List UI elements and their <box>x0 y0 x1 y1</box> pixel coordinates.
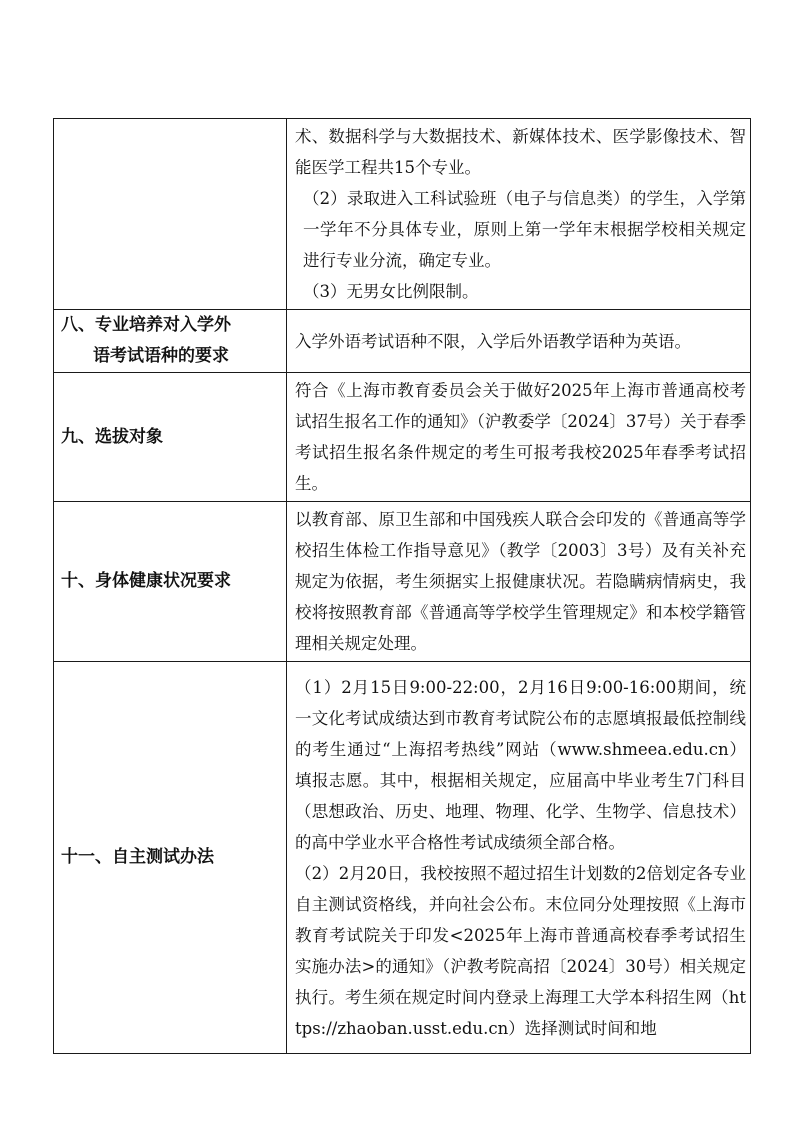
paragraph: （3）无男女比例限制。 <box>303 282 479 301</box>
row-label <box>54 310 287 373</box>
row-label: 十、身体健康状况要求 <box>54 502 287 662</box>
row-label <box>54 119 287 310</box>
table-row <box>54 662 751 1054</box>
paragraph: （2）2月20日，我校按照不超过招生计划数的2倍划定各专业自主测试资格线，并向社会公布。末位同分处理按照《上海市教育考试院关于印发<2025年上海市普通高校春季考试招生实施办法>的通知》（沪教考院高招〔2024〕30号）相关规定执行。考生须在规定时间内登录上海理工大学本科招生网（https://zhaoban.usst.edu.cn）选择测试时间和地 <box>295 863 746 1038</box>
table-row <box>54 310 751 373</box>
paragraph: （1）2月15日9:00-22:00，2月16日9:00-16:00期间，统一文化考试成绩达到市教育考试院公布的志愿填报最低控制线的考生通过“上海招考热线”网站（www.shmeea.edu.cn）填报志愿。其中，根据相关规定，应届高中毕业考生7门科目（思想政治、历史、地理、物理、化学、生物学、信息技术）的高中学业水平合格性考试成绩须全部合格。 <box>295 677 746 852</box>
paragraph: 术、数据科学与大数据技术、新媒体技术、医学影像技术、智能医学工程共15个专业。 <box>295 127 746 177</box>
row-label: 九、选拔对象 <box>54 373 287 502</box>
table-row <box>54 373 751 502</box>
row-content <box>287 373 751 502</box>
paragraph: （2）录取进入工科试验班（电子与信息类）的学生，入学第一学年不分具体专业，原则上第一学年末根据学校相关规定进行专业分流，确定专业。 <box>303 189 746 270</box>
admissions-table <box>53 118 751 1054</box>
row-content <box>287 310 751 373</box>
row-content <box>287 119 751 310</box>
row-content <box>287 662 751 1054</box>
paragraph: 符合《上海市教育委员会关于做好2025年上海市普通高校考试招生报名工作的通知》（沪教委学〔2024〕37号）关于春季考试招生报名条件规定的考生可报考我校2025年春季考试招生。 <box>295 381 746 493</box>
paragraph: 以教育部、原卫生部和中国残疾人联合会印发的《普通高等学校招生体检工作指导意见》（教学〔2003〕3号）及有关补充规定为依据，考生须据实上报健康状况。若隐瞒病情病史，我校将按照教育部《普通高等学校学生管理规定》和本校学籍管理相关规定处理。 <box>295 510 746 653</box>
row-label: 十一、自主测试办法 <box>54 662 287 1054</box>
table-row <box>54 502 751 662</box>
table-row <box>54 119 751 310</box>
paragraph: 入学外语考试语种不限，入学后外语教学语种为英语。 <box>295 331 691 351</box>
row-label-line: 八、专业培养对入学外 <box>61 315 231 335</box>
row-label-line: 语考试语种的要求 <box>93 346 229 366</box>
row-content <box>287 502 751 662</box>
